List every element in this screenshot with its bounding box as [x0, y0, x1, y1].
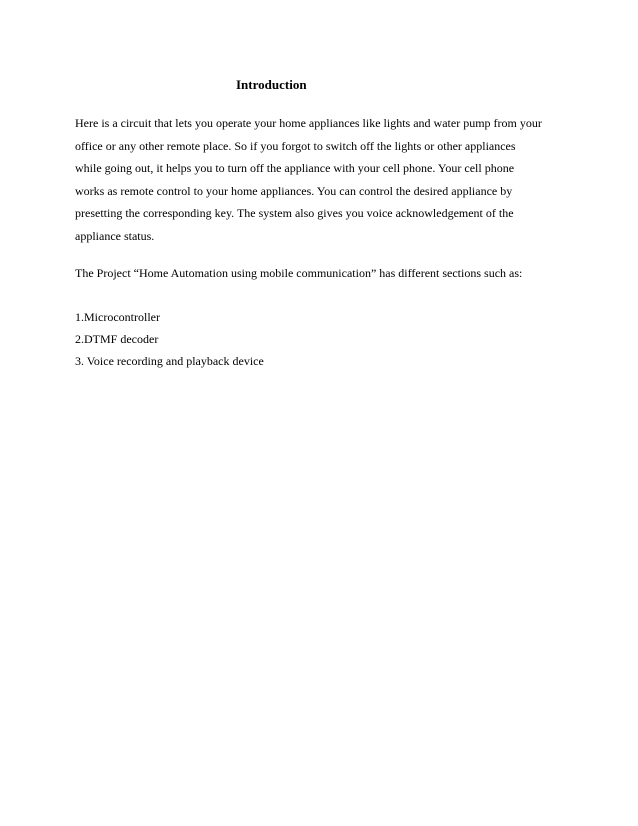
intro-line: appliance status.: [75, 228, 155, 243]
intro-line: works as remote control to your home appliances. You can control the desired appliance by: [75, 183, 513, 198]
intro-line: office or any other remote place. So if you forgot to switch off the lights or other appliances: [75, 138, 516, 153]
project-sections-paragraph: The Project “Home Automation using mobile communication” has different sections such as:: [75, 266, 523, 280]
list-item: 2.DTMF decoder: [75, 332, 159, 346]
list-item: 1.Microcontroller: [75, 310, 160, 324]
intro-paragraph: [75, 112, 575, 247]
intro-line: presetting the corresponding key. The system also gives you voice acknowledgement of the: [75, 206, 514, 220]
document-title: Introduction: [236, 77, 307, 92]
intro-line: while going out, it helps you to turn off the appliance with your cell phone. Your cell phone: [75, 161, 515, 175]
list-item: 3. Voice recording and playback device: [75, 354, 264, 368]
sections-list: [75, 306, 264, 372]
intro-line: Here is a circuit that lets you operate your home appliances like lights and water pump from your: [75, 116, 542, 130]
